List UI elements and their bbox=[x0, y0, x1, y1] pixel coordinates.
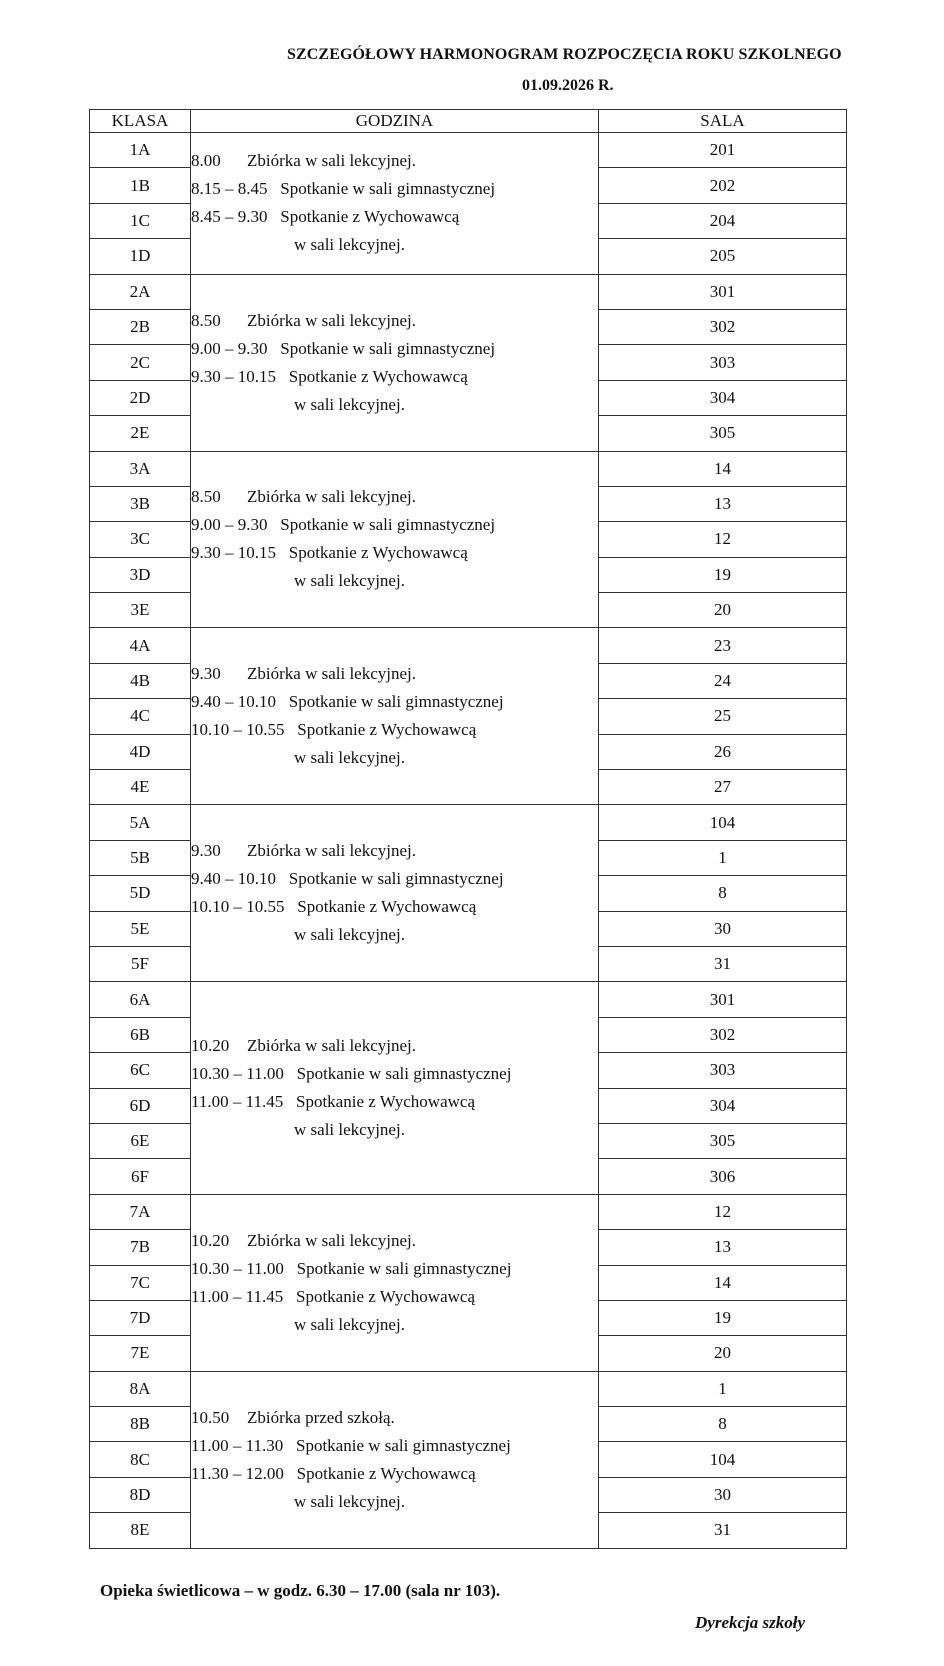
class-cell: 7A bbox=[90, 1194, 191, 1229]
schedule-activity: Spotkanie w sali gimnastycznej bbox=[288, 869, 504, 889]
room-cell: 23 bbox=[599, 628, 847, 663]
schedule-time: 9.00 – 9.30 bbox=[191, 338, 268, 358]
room-cell: 104 bbox=[599, 1442, 847, 1477]
class-cell: 2C bbox=[90, 345, 191, 380]
class-cell: 6E bbox=[90, 1123, 191, 1158]
class-cell: 1A bbox=[90, 133, 191, 168]
schedule-line bbox=[191, 539, 598, 567]
class-cell: 7B bbox=[90, 1230, 191, 1265]
schedule-activity: w sali lekcyjnej. bbox=[294, 571, 405, 591]
schedule-line bbox=[191, 1460, 598, 1488]
table-row bbox=[90, 1371, 847, 1406]
schedule-line bbox=[191, 483, 598, 511]
room-cell: 27 bbox=[599, 770, 847, 805]
class-cell: 8B bbox=[90, 1407, 191, 1442]
schedule-line bbox=[191, 147, 598, 175]
table-row bbox=[90, 274, 847, 309]
schedule-activity: Zbiórka w sali lekcyjnej. bbox=[247, 151, 417, 171]
schedule-line bbox=[191, 335, 598, 363]
schedule-activity: Spotkanie z Wychowawcą bbox=[288, 366, 468, 386]
schedule-activity: w sali lekcyjnej. bbox=[294, 394, 405, 414]
schedule-time: 10.30 – 11.00 bbox=[191, 1064, 284, 1084]
room-cell: 302 bbox=[599, 1017, 847, 1052]
schedule-line bbox=[191, 1116, 598, 1144]
schedule-time: 10.10 – 10.55 bbox=[191, 897, 285, 917]
class-cell: 4C bbox=[90, 699, 191, 734]
schedule-line bbox=[191, 1088, 598, 1116]
room-cell: 26 bbox=[599, 734, 847, 769]
schedule-time: 8.45 – 9.30 bbox=[191, 207, 268, 227]
table-row bbox=[90, 451, 847, 486]
class-cell: 4E bbox=[90, 770, 191, 805]
schedule-line bbox=[191, 1488, 598, 1516]
class-cell: 5B bbox=[90, 840, 191, 875]
column-header-klasa: KLASA bbox=[90, 110, 191, 133]
room-cell: 12 bbox=[599, 1194, 847, 1229]
room-cell: 205 bbox=[599, 239, 847, 274]
column-header-sala: SALA bbox=[599, 110, 847, 133]
room-cell: 20 bbox=[599, 593, 847, 628]
schedule-activity: Spotkanie z Wychowawcą bbox=[280, 207, 460, 227]
schedule-activity: w sali lekcyjnej. bbox=[294, 925, 405, 945]
schedule-line bbox=[191, 1060, 598, 1088]
room-cell: 14 bbox=[599, 1265, 847, 1300]
schedule-line bbox=[191, 921, 598, 949]
schedule-cell bbox=[191, 274, 599, 451]
schedule-time: 10.20 bbox=[191, 1036, 230, 1056]
schedule-cell bbox=[191, 133, 599, 275]
class-cell: 6F bbox=[90, 1159, 191, 1194]
room-cell: 306 bbox=[599, 1159, 847, 1194]
schedule-activity: Zbiórka w sali lekcyjnej. bbox=[247, 487, 417, 507]
class-cell: 7D bbox=[90, 1300, 191, 1335]
room-cell: 304 bbox=[599, 380, 847, 415]
column-header-godzina: GODZINA bbox=[191, 110, 599, 133]
room-cell: 20 bbox=[599, 1336, 847, 1371]
class-cell: 8A bbox=[90, 1371, 191, 1406]
schedule-time: 9.40 – 10.10 bbox=[191, 869, 276, 889]
schedule-activity: Spotkanie w sali gimnastycznej bbox=[280, 515, 496, 535]
schedule-activity: w sali lekcyjnej. bbox=[294, 748, 405, 768]
schedule-table bbox=[89, 109, 847, 1549]
schedule-time: 11.00 – 11.30 bbox=[191, 1435, 284, 1455]
schedule-time: 11.00 – 11.45 bbox=[191, 1092, 284, 1112]
schedule-line bbox=[191, 363, 598, 391]
schedule-line bbox=[191, 893, 598, 921]
schedule-time: 9.30 – 10.15 bbox=[191, 543, 276, 563]
schedule-time: 9.30 – 10.15 bbox=[191, 366, 276, 386]
room-cell: 1 bbox=[599, 1371, 847, 1406]
class-cell: 3D bbox=[90, 557, 191, 592]
class-cell: 2E bbox=[90, 416, 191, 451]
class-cell: 3A bbox=[90, 451, 191, 486]
schedule-body bbox=[90, 133, 847, 1549]
schedule-activity: Zbiórka w sali lekcyjnej. bbox=[247, 1230, 417, 1250]
class-cell: 8E bbox=[90, 1513, 191, 1548]
schedule-line bbox=[191, 511, 598, 539]
schedule-activity: Spotkanie z Wychowawcą bbox=[296, 1286, 475, 1306]
class-cell: 7E bbox=[90, 1336, 191, 1371]
schedule-time: 10.20 bbox=[191, 1230, 230, 1250]
schedule-activity: Zbiórka przed szkołą. bbox=[247, 1407, 395, 1427]
schedule-activity: w sali lekcyjnej. bbox=[294, 1491, 405, 1511]
document-date: 01.09.2026 R. bbox=[522, 77, 614, 94]
schedule-activity: w sali lekcyjnej. bbox=[294, 1314, 405, 1334]
schedule-line bbox=[191, 1283, 598, 1311]
room-cell: 104 bbox=[599, 805, 847, 840]
class-cell: 2D bbox=[90, 380, 191, 415]
schedule-line bbox=[191, 567, 598, 595]
class-cell: 6A bbox=[90, 982, 191, 1017]
room-cell: 13 bbox=[599, 1230, 847, 1265]
class-cell: 1D bbox=[90, 239, 191, 274]
class-cell: 6D bbox=[90, 1088, 191, 1123]
table-row bbox=[90, 628, 847, 663]
schedule-time: 10.10 – 10.55 bbox=[191, 720, 285, 740]
room-cell: 301 bbox=[599, 982, 847, 1017]
room-cell: 302 bbox=[599, 309, 847, 344]
room-cell: 305 bbox=[599, 1123, 847, 1158]
room-cell: 19 bbox=[599, 1300, 847, 1335]
schedule-time: 10.50 bbox=[191, 1407, 230, 1427]
room-cell: 24 bbox=[599, 663, 847, 698]
table-row bbox=[90, 1194, 847, 1229]
schedule-line bbox=[191, 837, 598, 865]
class-cell: 5D bbox=[90, 876, 191, 911]
class-cell: 3C bbox=[90, 522, 191, 557]
class-cell: 1B bbox=[90, 168, 191, 203]
class-cell: 4A bbox=[90, 628, 191, 663]
schedule-cell bbox=[191, 982, 599, 1194]
room-cell: 30 bbox=[599, 1477, 847, 1512]
schedule-time: 8.00 bbox=[191, 151, 221, 171]
schedule-activity: Spotkanie w sali gimnastycznej bbox=[280, 338, 496, 358]
schedule-time: 11.30 – 12.00 bbox=[191, 1463, 284, 1483]
schedule-activity: w sali lekcyjnej. bbox=[294, 235, 405, 255]
schedule-time: 9.40 – 10.10 bbox=[191, 692, 276, 712]
room-cell: 8 bbox=[599, 1407, 847, 1442]
room-cell: 13 bbox=[599, 486, 847, 521]
room-cell: 25 bbox=[599, 699, 847, 734]
schedule-cell bbox=[191, 1371, 599, 1548]
schedule-time: 8.50 bbox=[191, 487, 221, 507]
class-cell: 6B bbox=[90, 1017, 191, 1052]
schedule-line bbox=[191, 307, 598, 335]
schedule-activity: Zbiórka w sali lekcyjnej. bbox=[247, 310, 417, 330]
schedule-line bbox=[191, 1311, 598, 1339]
room-cell: 14 bbox=[599, 451, 847, 486]
schedule-line bbox=[191, 744, 598, 772]
signature: Dyrekcja szkoły bbox=[695, 1613, 806, 1632]
schedule-cell bbox=[191, 451, 599, 628]
schedule-time: 11.00 – 11.45 bbox=[191, 1286, 284, 1306]
room-cell: 12 bbox=[599, 522, 847, 557]
schedule-time: 9.30 bbox=[191, 664, 221, 684]
class-cell: 3B bbox=[90, 486, 191, 521]
schedule-activity: Zbiórka w sali lekcyjnej. bbox=[247, 1036, 417, 1056]
table-row bbox=[90, 805, 847, 840]
room-cell: 31 bbox=[599, 946, 847, 981]
schedule-line bbox=[191, 175, 598, 203]
after-school-care-note: Opieka świetlicowa – w godz. 6.30 – 17.00 (sala nr 103). bbox=[100, 1581, 501, 1600]
schedule-activity: Zbiórka w sali lekcyjnej. bbox=[247, 841, 417, 861]
class-cell: 5E bbox=[90, 911, 191, 946]
schedule-activity: w sali lekcyjnej. bbox=[294, 1120, 405, 1140]
schedule-time: 10.30 – 11.00 bbox=[191, 1258, 284, 1278]
document-title: SZCZEGÓŁOWY HARMONOGRAM ROZPOCZĘCIA ROKU SZKOLNEGO bbox=[287, 46, 842, 63]
room-cell: 202 bbox=[599, 168, 847, 203]
schedule-time: 9.00 – 9.30 bbox=[191, 515, 268, 535]
room-cell: 303 bbox=[599, 1053, 847, 1088]
schedule-activity: Spotkanie z Wychowawcą bbox=[296, 1092, 475, 1112]
room-cell: 8 bbox=[599, 876, 847, 911]
class-cell: 8C bbox=[90, 1442, 191, 1477]
room-cell: 304 bbox=[599, 1088, 847, 1123]
schedule-activity: Spotkanie z Wychowawcą bbox=[297, 897, 477, 917]
table-header-row bbox=[90, 110, 847, 133]
schedule-activity: Spotkanie z Wychowawcą bbox=[297, 720, 477, 740]
class-cell: 5A bbox=[90, 805, 191, 840]
schedule-cell bbox=[191, 805, 599, 982]
schedule-time: 9.30 bbox=[191, 841, 221, 861]
table-row bbox=[90, 982, 847, 1017]
schedule-activity: Zbiórka w sali lekcyjnej. bbox=[247, 664, 417, 684]
table-row bbox=[90, 133, 847, 168]
schedule-line bbox=[191, 231, 598, 259]
class-cell: 8D bbox=[90, 1477, 191, 1512]
class-cell: 4D bbox=[90, 734, 191, 769]
room-cell: 30 bbox=[599, 911, 847, 946]
schedule-activity: Spotkanie z Wychowawcą bbox=[288, 543, 468, 563]
schedule-line bbox=[191, 391, 598, 419]
schedule-line bbox=[191, 688, 598, 716]
room-cell: 301 bbox=[599, 274, 847, 309]
class-cell: 1C bbox=[90, 203, 191, 238]
schedule-activity: Spotkanie w sali gimnastycznej bbox=[288, 692, 504, 712]
schedule-line bbox=[191, 1032, 598, 1060]
class-cell: 4B bbox=[90, 663, 191, 698]
schedule-line bbox=[191, 660, 598, 688]
schedule-line bbox=[191, 1404, 598, 1432]
schedule-activity: Spotkanie w sali gimnastycznej bbox=[280, 179, 496, 199]
schedule-cell bbox=[191, 1194, 599, 1371]
room-cell: 31 bbox=[599, 1513, 847, 1548]
schedule-line bbox=[191, 1255, 598, 1283]
class-cell: 5F bbox=[90, 946, 191, 981]
room-cell: 1 bbox=[599, 840, 847, 875]
room-cell: 305 bbox=[599, 416, 847, 451]
room-cell: 303 bbox=[599, 345, 847, 380]
schedule-line bbox=[191, 716, 598, 744]
schedule-time: 8.50 bbox=[191, 310, 221, 330]
schedule-activity: Spotkanie w sali gimnastycznej bbox=[296, 1435, 511, 1455]
schedule-activity: Spotkanie z Wychowawcą bbox=[296, 1463, 476, 1483]
class-cell: 2A bbox=[90, 274, 191, 309]
schedule-line bbox=[191, 865, 598, 893]
schedule-activity: Spotkanie w sali gimnastycznej bbox=[296, 1258, 512, 1278]
class-cell: 6C bbox=[90, 1053, 191, 1088]
room-cell: 201 bbox=[599, 133, 847, 168]
schedule-cell bbox=[191, 628, 599, 805]
schedule-line bbox=[191, 1432, 598, 1460]
class-cell: 2B bbox=[90, 309, 191, 344]
room-cell: 204 bbox=[599, 203, 847, 238]
room-cell: 19 bbox=[599, 557, 847, 592]
class-cell: 7C bbox=[90, 1265, 191, 1300]
schedule-activity: Spotkanie w sali gimnastycznej bbox=[296, 1064, 512, 1084]
schedule-time: 8.15 – 8.45 bbox=[191, 179, 268, 199]
schedule-line bbox=[191, 203, 598, 231]
schedule-line bbox=[191, 1227, 598, 1255]
class-cell: 3E bbox=[90, 593, 191, 628]
